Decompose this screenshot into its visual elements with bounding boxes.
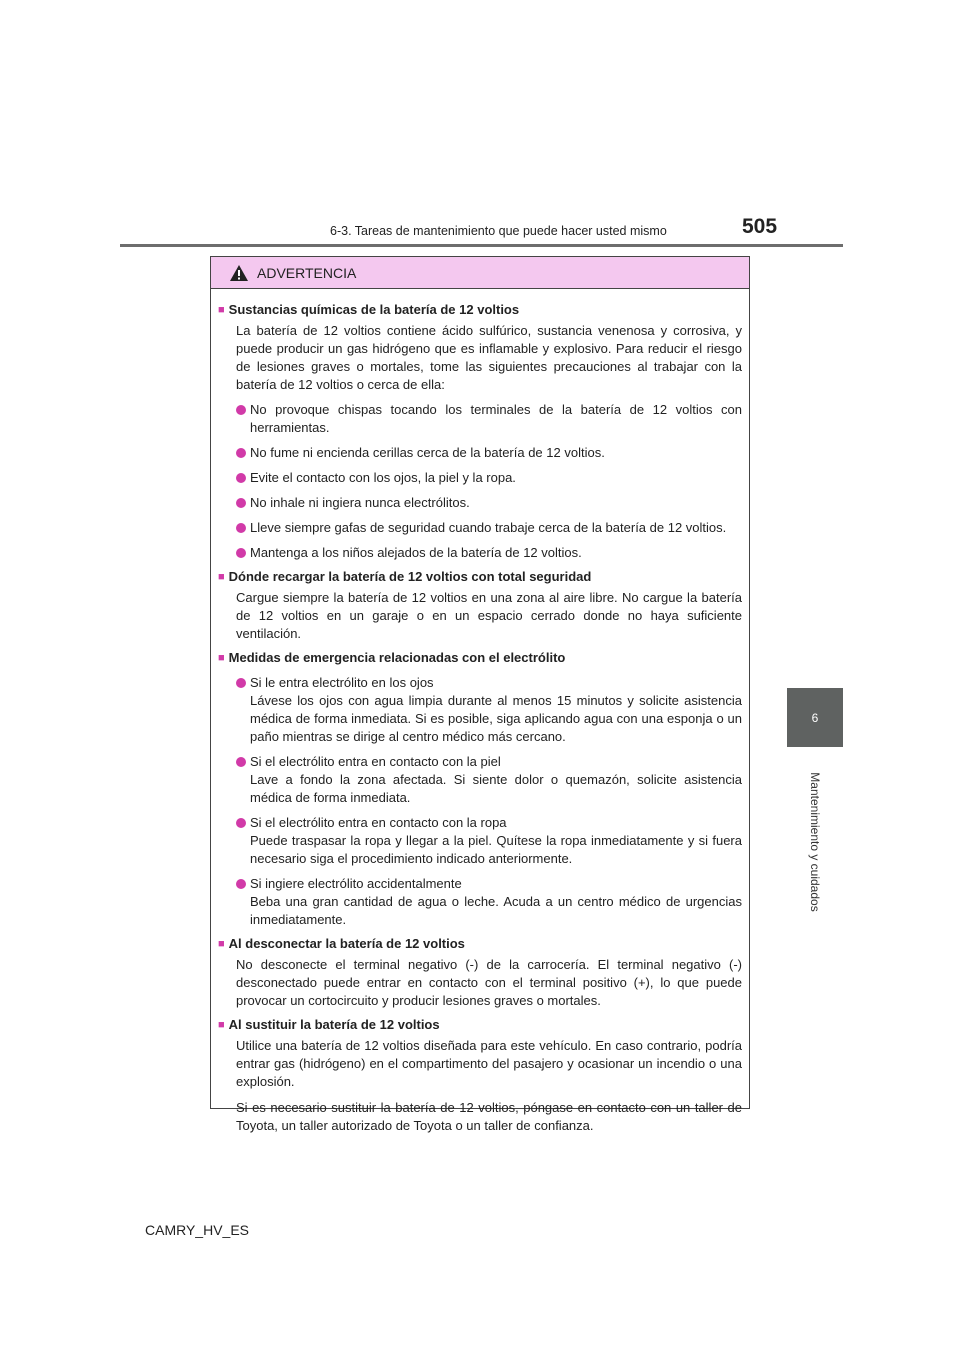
bullet-line-heading: Si le entra electrólito en los ojos [250,675,434,690]
bullet-text [250,444,742,462]
circle-bullet-icon [236,879,246,889]
section-title-text: Al sustituir la batería de 12 voltios [228,1017,440,1032]
warning-bullet-item [236,401,742,437]
square-bullet-icon: ■ [218,304,225,316]
circle-bullet-icon [236,448,246,458]
chapter-number: 6 [811,710,819,725]
bullet-text [250,401,742,437]
square-bullet-icon: ■ [218,938,225,950]
bullet-text [250,494,742,512]
warning-bullet-item [236,469,742,487]
bullet-line-heading: No inhale ni ingiera nunca electrólitos. [250,495,470,510]
circle-bullet-icon [236,818,246,828]
circle-bullet-icon [236,405,246,415]
warning-bullet-item [236,519,742,537]
model-code: CAMRY_HV_ES [145,1222,250,1238]
warning-body [211,289,749,1135]
bullet-text [250,469,742,487]
warning-bullet-item [236,875,742,929]
warning-section-title [218,568,742,586]
bullet-text [250,875,742,929]
section-title-text: Sustancias químicas de la batería de 12 voltios [228,302,520,317]
warning-paragraph: Cargue siempre la batería de 12 voltios en una zona al aire libre. No cargue la batería de 12 voltios en un garaje o en un espacio cerrado donde no haya suficiente ventilación. [236,590,742,641]
section-title-text: Medidas de emergencia relacionadas con el electrólito [228,650,566,665]
section-header-title: 6-3. Tareas de mantenimiento que puede hacer usted mismo [330,224,667,238]
square-bullet-icon: ■ [218,1019,225,1031]
warning-section-title [218,935,742,953]
circle-bullet-icon [236,523,246,533]
bullet-line-detail: Lave a fondo la zona afectada. Si siente dolor o quemazón, solicite asistencia médica de forma inmediata. [250,772,742,805]
warning-header [211,257,749,289]
circle-bullet-icon [236,678,246,688]
warning-box [210,256,750,1133]
bullet-line-detail: Lávese los ojos con agua limpia durante al menos 15 minutos y solicite asistencia médica de forma inmediata. Si es posible, siga aplicando agua con una esponja o un paño mientras se dirige al centro médico más cercano. [250,693,742,744]
bullet-text [250,814,742,868]
chapter-tab [787,688,843,747]
bullet-text [250,753,742,807]
chapter-label: Mantenimiento y cuidados [808,772,822,912]
warning-paragraph: Utilice una batería de 12 voltios diseñada para este vehículo. En caso contrario, podría entrar gas (hidrógeno) en el compartimento del pasajero y ocasionar un incendio o una explosión. [236,1038,742,1089]
warning-section-title [218,301,742,319]
square-bullet-icon: ■ [218,652,225,664]
warning-paragraph: La batería de 12 voltios contiene ácido sulfúrico, sustancia venenosa y corrosiva, y puede producir un gas hidrógeno que es inflamable y explosivo. Para reducir el riesgo de lesiones graves o mortales, tome las siguientes precauciones al trabajar con la batería de 12 voltios o cerca de ella: [236,323,742,392]
bullet-line-detail: Puede traspasar la ropa y llegar a la piel. Quítese la ropa inmediatamente y si fuera necesario siga el procedimiento indicado anteriormente. [250,833,742,866]
bullet-text [250,519,742,537]
warning-triangle-icon [229,264,249,282]
warning-section-title [218,1016,742,1034]
warning-title: ADVERTENCIA [257,264,357,281]
bullet-line-heading: Lleve siempre gafas de seguridad cuando trabaje cerca de la batería de 12 voltios. [250,520,727,535]
bullet-text [250,544,742,562]
warning-section-title [218,649,742,667]
bullet-line-heading: Evite el contacto con los ojos, la piel y la ropa. [250,470,516,485]
warning-bullet-item [236,753,742,807]
page-number: 505 [742,215,778,238]
circle-bullet-icon [236,473,246,483]
bullet-line-heading: Si el electrólito entra en contacto con la ropa [250,815,507,830]
warning-bullet-item [236,674,742,746]
header-divider [120,244,843,247]
section-title-text: Al desconectar la batería de 12 voltios [228,936,465,951]
warning-bullet-item [236,494,742,512]
bullet-line-heading: Si ingiere electrólito accidentalmente [250,876,462,891]
bullet-line-heading: No fume ni encienda cerillas cerca de la batería de 12 voltios. [250,445,605,460]
circle-bullet-icon [236,498,246,508]
bullet-text [250,674,742,746]
circle-bullet-icon [236,548,246,558]
bullet-line-heading: No provoque chispas tocando los terminales de la batería de 12 voltios con herramientas. [250,402,742,435]
section-title-text: Dónde recargar la batería de 12 voltios con total seguridad [228,569,592,584]
warning-bullet-item [236,444,742,462]
square-bullet-icon: ■ [218,571,225,583]
circle-bullet-icon [236,757,246,767]
warning-paragraph: No desconecte el terminal negativo (-) de la carrocería. El terminal negativo (-) desconectado puede entrar en contacto con el terminal positivo (+), lo que puede provocar un cortocircuito y producir lesiones graves o mortales. [236,957,742,1008]
warning-bullet-item [236,814,742,868]
warning-bullet-item [236,544,742,562]
warning-paragraph: Si es necesario sustituir la batería de 12 voltios, póngase en contacto con un taller de Toyota, un taller autorizado de Toyota o un taller de confianza. [236,1100,742,1133]
bullet-line-heading: Si el electrólito entra en contacto con la piel [250,754,501,769]
bullet-line-detail: Beba una gran cantidad de agua o leche. Acuda a un centro médico de urgencias inmediatamente. [250,894,742,927]
bullet-line-heading: Mantenga a los niños alejados de la batería de 12 voltios. [250,545,582,560]
